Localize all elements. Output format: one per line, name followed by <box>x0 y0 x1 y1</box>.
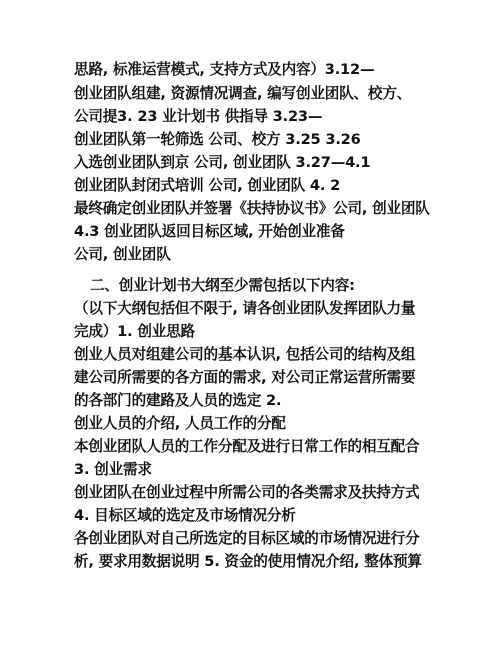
text-line: （以下大纲包括但不限于, 请各创业团队发挥团队力量 <box>74 300 416 317</box>
text-line: 创业团队第一轮筛选 公司、校方 3.25 3.26 <box>74 131 361 148</box>
text-line: 各创业团队对自己所选定的目标区域的市场情况进行分 <box>74 530 420 547</box>
text-line: 创业团队封闭式培训 公司, 创业团队 4. 2 <box>74 177 341 194</box>
text-line: 3. 创业需求 <box>74 461 152 478</box>
text-line: 创业人员的介绍, 人员工作的分配 <box>74 415 286 432</box>
text-line: 建公司所需要的各方面的需求, 对公司正常运营所需要 <box>74 369 416 386</box>
text-line: 公司提3. 23 业计划书 供指导 3.23— <box>74 108 323 125</box>
section-heading: 二、创业计划书大纲至少需包括以下内容: <box>90 277 355 294</box>
text-line: 创业人员对组建公司的基本认识, 包括公司的结构及组 <box>74 346 416 363</box>
text-line: 公司, 创业团队 <box>74 246 171 263</box>
text-line: 思路, 标准运营模式, 支持方式及内容）3.12— <box>74 61 375 78</box>
text-line: 最终确定创业团队并签署《扶持协议书》公司, 创业团队 <box>74 200 430 217</box>
text-line: 入选创业团队到京 公司, 创业团队 3.27—4.1 <box>74 154 371 171</box>
text-line: 本创业团队人员的工作分配及进行日常工作的相互配合 <box>74 438 420 455</box>
text-line: 4. 目标区域的选定及市场情况分析 <box>74 507 296 524</box>
text-line: 创业团队组建, 资源情况调查, 编写创业团队、校方、 <box>74 85 412 102</box>
text-line: 析, 要求用数据说明 5. 资金的使用情况介绍, 整体预算 <box>74 553 422 570</box>
text-line: 4.3 创业团队返回目标区域, 开始创业准备 <box>74 223 345 240</box>
text-line: 的各部门的建路及人员的选定 2. <box>74 392 282 409</box>
text-line: 创业团队在创业过程中所需公司的各类需求及扶持方式 <box>74 484 420 501</box>
text-line: 完成）1. 创业思路 <box>74 323 195 340</box>
